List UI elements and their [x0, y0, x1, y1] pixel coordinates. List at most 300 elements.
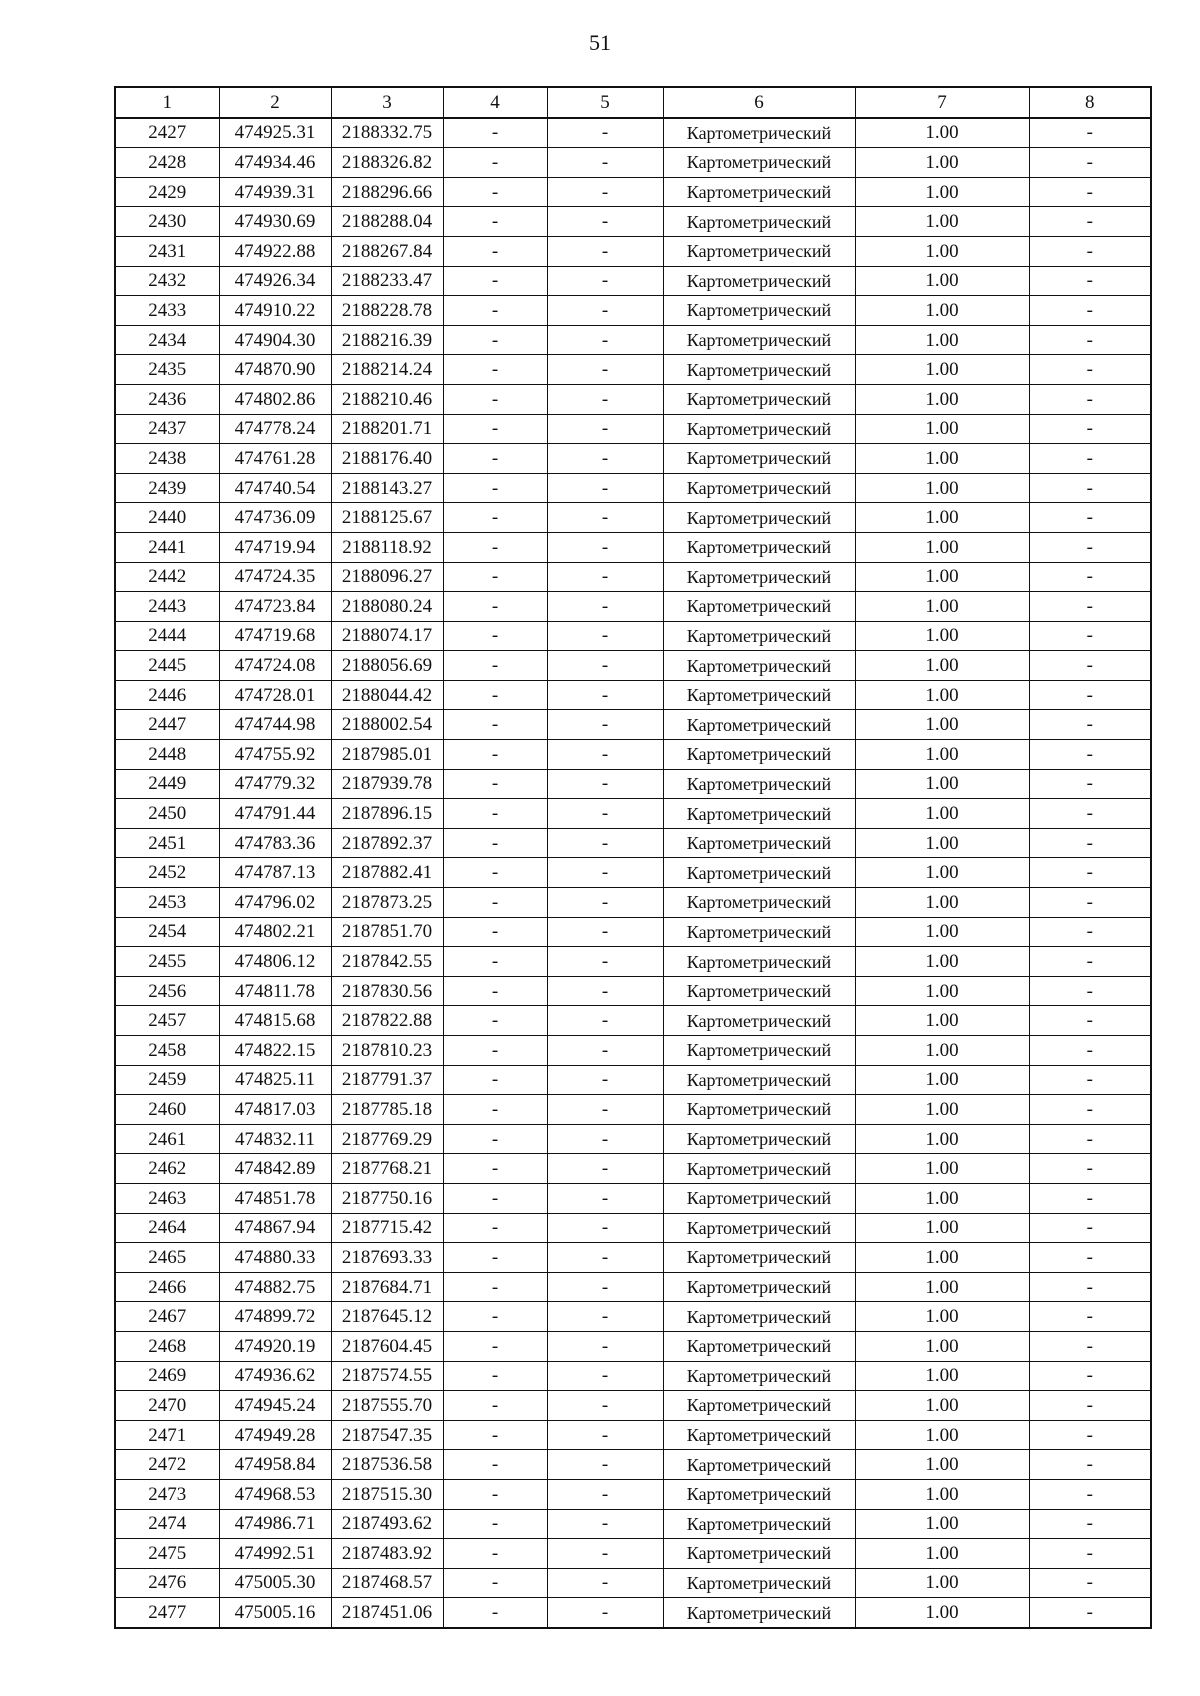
point-number-cell: 2462 [115, 1154, 219, 1184]
col-8-cell: - [1029, 1450, 1151, 1480]
col-4-cell: - [443, 384, 547, 414]
y-coordinate-cell: 2188125.67 [331, 503, 443, 533]
method-cell: Картометрический [663, 680, 855, 710]
y-coordinate-cell: 2188201.71 [331, 414, 443, 444]
accuracy-cell: 1.00 [855, 1124, 1029, 1154]
x-coordinate-cell: 474778.24 [219, 414, 331, 444]
method-cell: Картометрический [663, 592, 855, 622]
x-coordinate-cell: 474815.68 [219, 1006, 331, 1036]
col-5-cell: - [547, 1243, 663, 1273]
accuracy-cell: 1.00 [855, 1213, 1029, 1243]
method-cell: Картометрический [663, 207, 855, 237]
col-4-cell: - [443, 976, 547, 1006]
method-cell: Картометрический [663, 266, 855, 296]
y-coordinate-cell: 2187896.15 [331, 799, 443, 829]
col-4-cell: - [443, 355, 547, 385]
col-4-cell: - [443, 740, 547, 770]
col-5-cell: - [547, 266, 663, 296]
table-row [115, 740, 1151, 770]
table-row [115, 1331, 1151, 1361]
accuracy-cell: 1.00 [855, 1272, 1029, 1302]
point-number-cell: 2449 [115, 769, 219, 799]
col-8-cell: - [1029, 888, 1151, 918]
method-cell: Картометрический [663, 1302, 855, 1332]
accuracy-cell: 1.00 [855, 1509, 1029, 1539]
x-coordinate-cell: 474958.84 [219, 1450, 331, 1480]
point-number-cell: 2472 [115, 1450, 219, 1480]
method-cell: Картометрический [663, 1183, 855, 1213]
accuracy-cell: 1.00 [855, 1243, 1029, 1273]
y-coordinate-cell: 2188118.92 [331, 532, 443, 562]
x-coordinate-cell: 474870.90 [219, 355, 331, 385]
col-4-cell: - [443, 1479, 547, 1509]
y-coordinate-cell: 2187536.58 [331, 1450, 443, 1480]
col-8-cell: - [1029, 236, 1151, 266]
y-coordinate-cell: 2187830.56 [331, 976, 443, 1006]
method-cell: Картометрический [663, 1272, 855, 1302]
col-4-cell: - [443, 888, 547, 918]
header-row [115, 87, 1151, 118]
method-cell: Картометрический [663, 562, 855, 592]
x-coordinate-cell: 474822.15 [219, 1036, 331, 1066]
col-4-cell: - [443, 710, 547, 740]
col-4-cell: - [443, 1598, 547, 1628]
x-coordinate-cell: 474740.54 [219, 473, 331, 503]
table-row [115, 118, 1151, 148]
x-coordinate-cell: 474802.21 [219, 917, 331, 947]
x-coordinate-cell: 474986.71 [219, 1509, 331, 1539]
accuracy-cell: 1.00 [855, 1006, 1029, 1036]
col-4-cell: - [443, 118, 547, 148]
point-number-cell: 2437 [115, 414, 219, 444]
col-5-cell: - [547, 473, 663, 503]
y-coordinate-cell: 2187555.70 [331, 1391, 443, 1421]
col-5-cell: - [547, 384, 663, 414]
point-number-cell: 2461 [115, 1124, 219, 1154]
x-coordinate-cell: 474934.46 [219, 148, 331, 178]
table-row [115, 592, 1151, 622]
col-8-cell: - [1029, 296, 1151, 326]
col-8-cell: - [1029, 1479, 1151, 1509]
y-coordinate-cell: 2188044.42 [331, 680, 443, 710]
point-number-cell: 2442 [115, 562, 219, 592]
point-number-cell: 2440 [115, 503, 219, 533]
y-coordinate-cell: 2187468.57 [331, 1568, 443, 1598]
header-cell-col-8: 8 [1029, 87, 1151, 118]
col-5-cell: - [547, 1331, 663, 1361]
col-8-cell: - [1029, 1272, 1151, 1302]
method-cell: Картометрический [663, 740, 855, 770]
point-number-cell: 2436 [115, 384, 219, 414]
col-4-cell: - [443, 1450, 547, 1480]
point-number-cell: 2454 [115, 917, 219, 947]
col-4-cell: - [443, 503, 547, 533]
accuracy-cell: 1.00 [855, 296, 1029, 326]
col-4-cell: - [443, 621, 547, 651]
y-coordinate-cell: 2188326.82 [331, 148, 443, 178]
col-8-cell: - [1029, 740, 1151, 770]
x-coordinate-cell: 474910.22 [219, 296, 331, 326]
header-cell-col-4: 4 [443, 87, 547, 118]
point-number-cell: 2431 [115, 236, 219, 266]
col-4-cell: - [443, 1568, 547, 1598]
point-number-cell: 2466 [115, 1272, 219, 1302]
col-8-cell: - [1029, 917, 1151, 947]
col-4-cell: - [443, 1391, 547, 1421]
table-row [115, 355, 1151, 385]
col-5-cell: - [547, 917, 663, 947]
accuracy-cell: 1.00 [855, 769, 1029, 799]
col-4-cell: - [443, 207, 547, 237]
col-5-cell: - [547, 976, 663, 1006]
method-cell: Картометрический [663, 1568, 855, 1598]
table-row [115, 1272, 1151, 1302]
table-row [115, 917, 1151, 947]
col-8-cell: - [1029, 562, 1151, 592]
col-4-cell: - [443, 917, 547, 947]
col-8-cell: - [1029, 532, 1151, 562]
col-4-cell: - [443, 1420, 547, 1450]
point-number-cell: 2456 [115, 976, 219, 1006]
method-cell: Картометрический [663, 1450, 855, 1480]
accuracy-cell: 1.00 [855, 1036, 1029, 1066]
accuracy-cell: 1.00 [855, 799, 1029, 829]
table-row [115, 1420, 1151, 1450]
col-4-cell: - [443, 414, 547, 444]
point-number-cell: 2452 [115, 858, 219, 888]
col-4-cell: - [443, 1154, 547, 1184]
point-number-cell: 2458 [115, 1036, 219, 1066]
y-coordinate-cell: 2187842.55 [331, 947, 443, 977]
col-8-cell: - [1029, 1243, 1151, 1273]
point-number-cell: 2444 [115, 621, 219, 651]
accuracy-cell: 1.00 [855, 680, 1029, 710]
col-8-cell: - [1029, 355, 1151, 385]
col-8-cell: - [1029, 1124, 1151, 1154]
col-5-cell: - [547, 828, 663, 858]
accuracy-cell: 1.00 [855, 207, 1029, 237]
point-number-cell: 2432 [115, 266, 219, 296]
method-cell: Картометрический [663, 621, 855, 651]
col-8-cell: - [1029, 1154, 1151, 1184]
method-cell: Картометрический [663, 858, 855, 888]
table-row [115, 976, 1151, 1006]
col-8-cell: - [1029, 769, 1151, 799]
point-number-cell: 2467 [115, 1302, 219, 1332]
col-4-cell: - [443, 1243, 547, 1273]
x-coordinate-cell: 474779.32 [219, 769, 331, 799]
col-5-cell: - [547, 769, 663, 799]
col-5-cell: - [547, 1509, 663, 1539]
method-cell: Картометрический [663, 1361, 855, 1391]
col-4-cell: - [443, 444, 547, 474]
method-cell: Картометрический [663, 1213, 855, 1243]
col-8-cell: - [1029, 680, 1151, 710]
x-coordinate-cell: 474939.31 [219, 177, 331, 207]
col-5-cell: - [547, 444, 663, 474]
point-number-cell: 2450 [115, 799, 219, 829]
method-cell: Картометрический [663, 414, 855, 444]
col-8-cell: - [1029, 1361, 1151, 1391]
y-coordinate-cell: 2187483.92 [331, 1539, 443, 1569]
col-8-cell: - [1029, 858, 1151, 888]
accuracy-cell: 1.00 [855, 236, 1029, 266]
point-number-cell: 2434 [115, 325, 219, 355]
table-row [115, 1509, 1151, 1539]
x-coordinate-cell: 474930.69 [219, 207, 331, 237]
method-cell: Картометрический [663, 1331, 855, 1361]
col-8-cell: - [1029, 444, 1151, 474]
col-4-cell: - [443, 1124, 547, 1154]
accuracy-cell: 1.00 [855, 177, 1029, 207]
x-coordinate-cell: 474719.68 [219, 621, 331, 651]
x-coordinate-cell: 474724.08 [219, 651, 331, 681]
y-coordinate-cell: 2187547.35 [331, 1420, 443, 1450]
x-coordinate-cell: 474949.28 [219, 1420, 331, 1450]
method-cell: Картометрический [663, 355, 855, 385]
col-8-cell: - [1029, 592, 1151, 622]
col-8-cell: - [1029, 1331, 1151, 1361]
y-coordinate-cell: 2187451.06 [331, 1598, 443, 1628]
col-4-cell: - [443, 1302, 547, 1332]
col-4-cell: - [443, 296, 547, 326]
col-5-cell: - [547, 148, 663, 178]
y-coordinate-cell: 2187750.16 [331, 1183, 443, 1213]
accuracy-cell: 1.00 [855, 976, 1029, 1006]
y-coordinate-cell: 2187851.70 [331, 917, 443, 947]
method-cell: Картометрический [663, 1243, 855, 1273]
col-8-cell: - [1029, 473, 1151, 503]
col-8-cell: - [1029, 266, 1151, 296]
table-row [115, 266, 1151, 296]
col-4-cell: - [443, 651, 547, 681]
accuracy-cell: 1.00 [855, 828, 1029, 858]
y-coordinate-cell: 2187769.29 [331, 1124, 443, 1154]
accuracy-cell: 1.00 [855, 1095, 1029, 1125]
method-cell: Картометрический [663, 1124, 855, 1154]
accuracy-cell: 1.00 [855, 148, 1029, 178]
col-8-cell: - [1029, 976, 1151, 1006]
col-4-cell: - [443, 947, 547, 977]
x-coordinate-cell: 474925.31 [219, 118, 331, 148]
col-5-cell: - [547, 562, 663, 592]
table-row [115, 1391, 1151, 1421]
col-8-cell: - [1029, 207, 1151, 237]
point-number-cell: 2435 [115, 355, 219, 385]
table-row [115, 710, 1151, 740]
col-4-cell: - [443, 1213, 547, 1243]
col-4-cell: - [443, 473, 547, 503]
x-coordinate-cell: 474783.36 [219, 828, 331, 858]
y-coordinate-cell: 2188216.39 [331, 325, 443, 355]
col-4-cell: - [443, 1006, 547, 1036]
col-5-cell: - [547, 503, 663, 533]
table-row [115, 1065, 1151, 1095]
table-row [115, 236, 1151, 266]
accuracy-cell: 1.00 [855, 503, 1029, 533]
col-5-cell: - [547, 236, 663, 266]
accuracy-cell: 1.00 [855, 1391, 1029, 1421]
x-coordinate-cell: 474817.03 [219, 1095, 331, 1125]
x-coordinate-cell: 474728.01 [219, 680, 331, 710]
x-coordinate-cell: 474880.33 [219, 1243, 331, 1273]
x-coordinate-cell: 474882.75 [219, 1272, 331, 1302]
y-coordinate-cell: 2188233.47 [331, 266, 443, 296]
accuracy-cell: 1.00 [855, 1183, 1029, 1213]
x-coordinate-cell: 474920.19 [219, 1331, 331, 1361]
method-cell: Картометрический [663, 710, 855, 740]
col-4-cell: - [443, 592, 547, 622]
col-8-cell: - [1029, 1420, 1151, 1450]
method-cell: Картометрический [663, 384, 855, 414]
y-coordinate-cell: 2187822.88 [331, 1006, 443, 1036]
y-coordinate-cell: 2187693.33 [331, 1243, 443, 1273]
x-coordinate-cell: 474811.78 [219, 976, 331, 1006]
y-coordinate-cell: 2187768.21 [331, 1154, 443, 1184]
y-coordinate-cell: 2188143.27 [331, 473, 443, 503]
point-number-cell: 2474 [115, 1509, 219, 1539]
method-cell: Картометрический [663, 947, 855, 977]
col-5-cell: - [547, 947, 663, 977]
y-coordinate-cell: 2188288.04 [331, 207, 443, 237]
y-coordinate-cell: 2188210.46 [331, 384, 443, 414]
point-number-cell: 2429 [115, 177, 219, 207]
point-number-cell: 2451 [115, 828, 219, 858]
col-4-cell: - [443, 532, 547, 562]
y-coordinate-cell: 2187493.62 [331, 1509, 443, 1539]
col-8-cell: - [1029, 1539, 1151, 1569]
x-coordinate-cell: 474936.62 [219, 1361, 331, 1391]
col-8-cell: - [1029, 148, 1151, 178]
accuracy-cell: 1.00 [855, 740, 1029, 770]
col-5-cell: - [547, 296, 663, 326]
col-8-cell: - [1029, 1302, 1151, 1332]
accuracy-cell: 1.00 [855, 1331, 1029, 1361]
method-cell: Картометрический [663, 1036, 855, 1066]
col-5-cell: - [547, 1598, 663, 1628]
x-coordinate-cell: 474922.88 [219, 236, 331, 266]
accuracy-cell: 1.00 [855, 1568, 1029, 1598]
point-number-cell: 2460 [115, 1095, 219, 1125]
col-4-cell: - [443, 769, 547, 799]
table-row [115, 651, 1151, 681]
col-4-cell: - [443, 680, 547, 710]
accuracy-cell: 1.00 [855, 1539, 1029, 1569]
col-5-cell: - [547, 1450, 663, 1480]
point-number-cell: 2433 [115, 296, 219, 326]
table-row [115, 1568, 1151, 1598]
accuracy-cell: 1.00 [855, 532, 1029, 562]
y-coordinate-cell: 2188074.17 [331, 621, 443, 651]
col-4-cell: - [443, 828, 547, 858]
accuracy-cell: 1.00 [855, 1479, 1029, 1509]
y-coordinate-cell: 2187574.55 [331, 1361, 443, 1391]
y-coordinate-cell: 2188056.69 [331, 651, 443, 681]
col-5-cell: - [547, 1391, 663, 1421]
col-5-cell: - [547, 1154, 663, 1184]
point-number-cell: 2428 [115, 148, 219, 178]
method-cell: Картометрический [663, 651, 855, 681]
col-8-cell: - [1029, 118, 1151, 148]
col-8-cell: - [1029, 799, 1151, 829]
col-8-cell: - [1029, 1095, 1151, 1125]
table-row [115, 888, 1151, 918]
point-number-cell: 2445 [115, 651, 219, 681]
x-coordinate-cell: 475005.16 [219, 1598, 331, 1628]
point-number-cell: 2477 [115, 1598, 219, 1628]
table-row [115, 680, 1151, 710]
point-number-cell: 2468 [115, 1331, 219, 1361]
col-8-cell: - [1029, 1391, 1151, 1421]
header-cell-col-3: 3 [331, 87, 443, 118]
col-5-cell: - [547, 1420, 663, 1450]
method-cell: Картометрический [663, 444, 855, 474]
col-8-cell: - [1029, 710, 1151, 740]
method-cell: Картометрический [663, 1006, 855, 1036]
table-row [115, 769, 1151, 799]
col-5-cell: - [547, 1479, 663, 1509]
table-row [115, 1095, 1151, 1125]
col-8-cell: - [1029, 325, 1151, 355]
accuracy-cell: 1.00 [855, 355, 1029, 385]
accuracy-cell: 1.00 [855, 1598, 1029, 1628]
col-5-cell: - [547, 1539, 663, 1569]
point-number-cell: 2459 [115, 1065, 219, 1095]
accuracy-cell: 1.00 [855, 1065, 1029, 1095]
col-5-cell: - [547, 1095, 663, 1125]
method-cell: Картометрический [663, 177, 855, 207]
point-number-cell: 2465 [115, 1243, 219, 1273]
col-8-cell: - [1029, 1598, 1151, 1628]
table-row [115, 828, 1151, 858]
col-5-cell: - [547, 1361, 663, 1391]
point-number-cell: 2476 [115, 1568, 219, 1598]
y-coordinate-cell: 2188332.75 [331, 118, 443, 148]
point-number-cell: 2473 [115, 1479, 219, 1509]
col-5-cell: - [547, 858, 663, 888]
col-4-cell: - [443, 266, 547, 296]
method-cell: Картометрический [663, 296, 855, 326]
col-8-cell: - [1029, 1006, 1151, 1036]
table-row [115, 444, 1151, 474]
table-row [115, 1036, 1151, 1066]
table-row [115, 296, 1151, 326]
method-cell: Картометрический [663, 236, 855, 266]
col-4-cell: - [443, 236, 547, 266]
x-coordinate-cell: 474744.98 [219, 710, 331, 740]
accuracy-cell: 1.00 [855, 384, 1029, 414]
table-row [115, 858, 1151, 888]
x-coordinate-cell: 474736.09 [219, 503, 331, 533]
col-5-cell: - [547, 799, 663, 829]
point-number-cell: 2464 [115, 1213, 219, 1243]
x-coordinate-cell: 474755.92 [219, 740, 331, 770]
col-8-cell: - [1029, 651, 1151, 681]
table-row [115, 947, 1151, 977]
table-row [115, 621, 1151, 651]
point-number-cell: 2469 [115, 1361, 219, 1391]
method-cell: Картометрический [663, 1095, 855, 1125]
y-coordinate-cell: 2187873.25 [331, 888, 443, 918]
method-cell: Картометрический [663, 1598, 855, 1628]
accuracy-cell: 1.00 [855, 562, 1029, 592]
accuracy-cell: 1.00 [855, 325, 1029, 355]
x-coordinate-cell: 474945.24 [219, 1391, 331, 1421]
table-row [115, 148, 1151, 178]
x-coordinate-cell: 474825.11 [219, 1065, 331, 1095]
col-4-cell: - [443, 1331, 547, 1361]
x-coordinate-cell: 474851.78 [219, 1183, 331, 1213]
